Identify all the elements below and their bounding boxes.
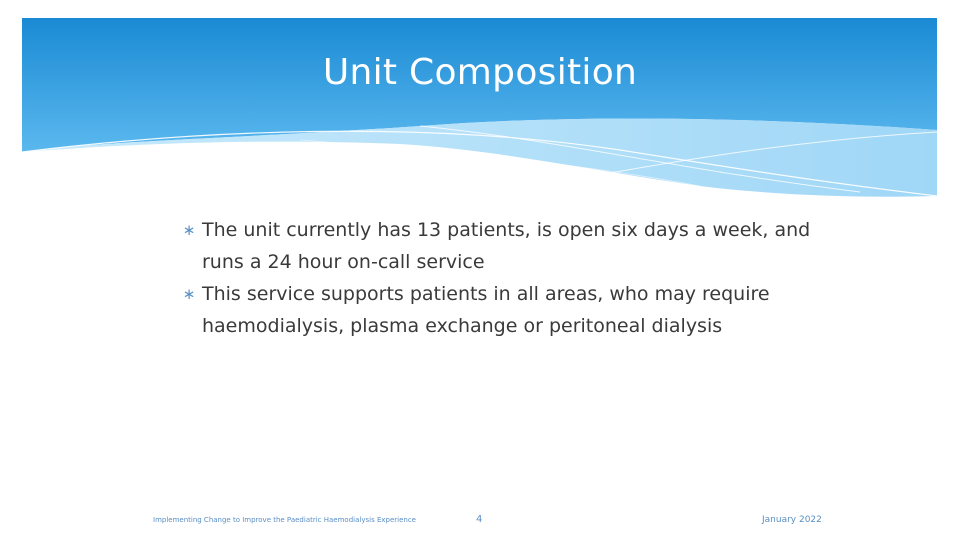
bullet-text: This service supports patients in all areas, who may require haemodialysis, plasma exchange or peritoneal dialysis — [202, 283, 770, 337]
header-banner — [0, 0, 960, 220]
footer-page-number: 4 — [476, 514, 483, 525]
footer-presentation-title: Implementing Change to Improve the Paediatric Haemodialysis Experience — [153, 516, 416, 524]
asterisk-bullet-icon: ∗ — [182, 221, 196, 239]
bullet-item — [180, 214, 820, 278]
asterisk-bullet-icon: ∗ — [182, 285, 196, 303]
bullet-text: The unit currently has 13 patients, is open six days a week, and runs a 24 hour on-call service — [202, 219, 811, 273]
bullet-item — [180, 278, 820, 342]
slide-title: Unit Composition — [322, 52, 638, 93]
bullet-list — [180, 214, 820, 342]
footer-date: January 2022 — [762, 515, 822, 525]
